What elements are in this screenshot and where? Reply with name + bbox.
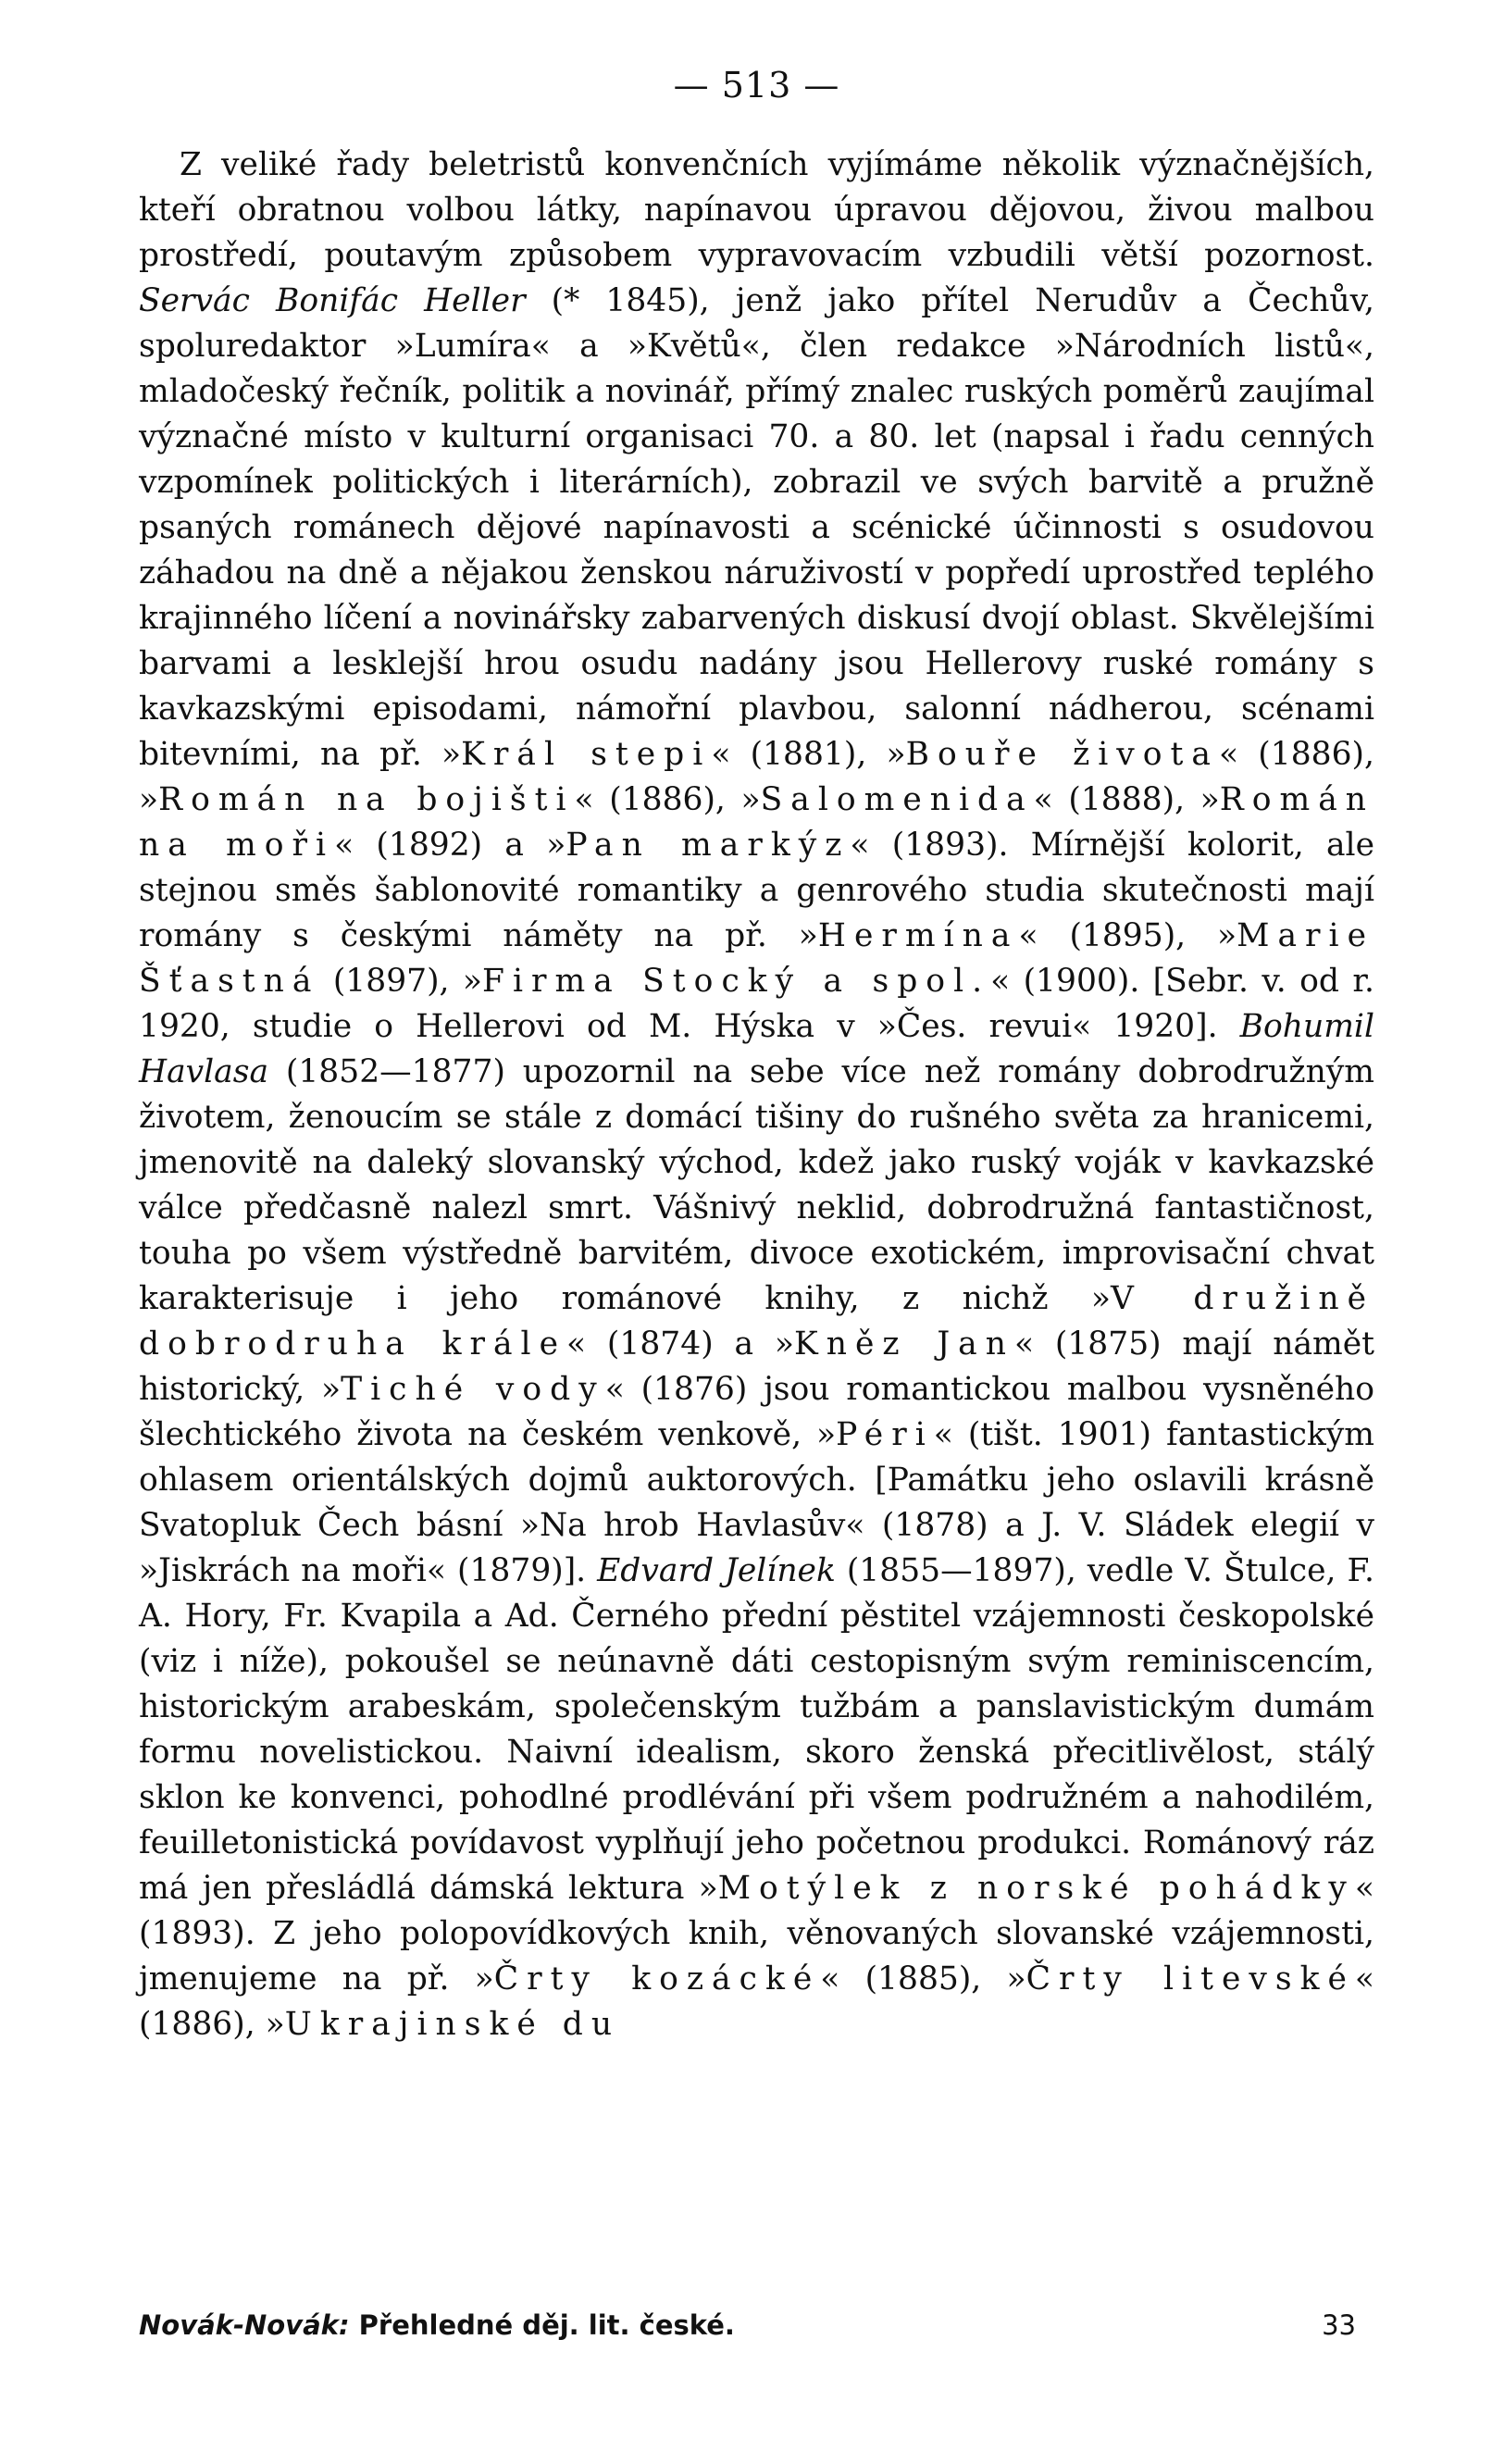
work-title: Ukrajinské du bbox=[284, 2006, 621, 2043]
work-title: Tiché vody bbox=[341, 1371, 605, 1408]
text-run: (* 1845), jenž jako přítel Nerudův a Čechův, spoluredaktor »Lumíra« a »Květů«, člen redakce »Národních listů«, mladočeský řečník, politik a novinář, přímý znalec ruských poměrů zaujímal význačné místo v kulturní organisaci 70. a 80. let (napsal i řadu cenných vzpomínek politických i literárních), zobrazil ve svých barvitě a pružně psaných románech dějové napínavosti a scénické účinnosti s osudovou záhadou na dně a nějakou ženskou náruživostí v popředí uprostřed teplého krajinného líčení a novinářsky zabarvených diskusí dvojí oblast. Skvělejšími barvami a lesklejší hrou osudu nadány jsou Hellerovy ruské romány s kavkazskými episodami, námořní plavbou, salonní nádherou, scénami bitevními, na př. » bbox=[139, 282, 1375, 773]
text-run: « (1874) a » bbox=[566, 1325, 794, 1363]
work-title: Hermína bbox=[817, 917, 1019, 954]
footer-citation bbox=[139, 2309, 735, 2341]
text-run: « (1893). Z jeho polopovídkových knih, věnovaných slovanské vzájemnosti, jmenujeme na př. » bbox=[139, 1870, 1374, 1997]
work-title: Román na moři bbox=[139, 781, 1374, 864]
footer-author: Novák-Novák: bbox=[139, 2309, 350, 2341]
page-footer bbox=[139, 2309, 1356, 2341]
work-title: Črty litevské bbox=[1025, 1960, 1355, 1997]
footer-book-title: Přehledné děj. lit. české. bbox=[358, 2309, 735, 2341]
text-run: (1897), » bbox=[319, 963, 483, 1000]
text-run: Z veliké řady beletristů konvenčních vyjímáme několik význačnějších, kteří obratnou volbou látky, napínavou úpravou dějovou, živou malbou prostředí, poutavým způsobem vypravovacím vzbudili větší pozornost. bbox=[139, 146, 1374, 274]
work-title: Pan markýz bbox=[566, 827, 851, 864]
author-name: Bohumil Havlasa bbox=[139, 1008, 1374, 1090]
text-run: (1852—1877) upozornil na sebe více než romány dobrodružným životem, ženoucím se stále z domácí tišiny do rušného světa za hranicemi, jmenovitě na daleký slovanský východ, kdež jako ruský voják v kavkazské válce předčasně nalezl smrt. Vášnivý neklid, dobrodružná fantastičnost, touha po všem výstředně barvitém, divoce exotickém, improvisační chvat karakterisuje i jeho románové knihy, z nichž » bbox=[139, 1053, 1374, 1317]
text-run: « (1881), » bbox=[711, 736, 906, 773]
text-run: « (1885), » bbox=[820, 1960, 1026, 1997]
body-paragraph bbox=[139, 143, 1374, 2047]
work-title: Bouře života bbox=[905, 736, 1219, 773]
footer-sheet-number: 33 bbox=[1322, 2309, 1356, 2341]
work-title: Firma Stocký a spol. bbox=[482, 963, 991, 1000]
text-run: « (1875) mají námět historický, » bbox=[139, 1325, 1375, 1408]
work-title: Kněz Jan bbox=[793, 1325, 1014, 1363]
author-name: Servác Bonifác Heller bbox=[139, 282, 526, 319]
text-run: « (1886), » bbox=[574, 781, 761, 818]
work-title: Motýlek z norské pohádky bbox=[717, 1870, 1355, 1907]
text-run: « (1888), » bbox=[1033, 781, 1220, 818]
work-title: Román na bojišti bbox=[158, 781, 575, 818]
text-run: (1855—1897), vedle V. Štulce, F. A. Hory, Fr. Kvapila a Ad. Černého přední pěstitel vzájemnosti českopolské (viz i níže), pokoušel se neúnavně dáti cestopisným svým reminiscencím, historickým arabeskám, společenským tužbám a panslavistickým dumám formu novelistickou. Naivní idealism, skoro ženská přecitlivělost, stálý sklon ke konvenci, pohodlné prodlévání při všem podružném a nahodilém, feuilletonistická povídavost vyplňují jeho početnou produkci. Románový ráz má jen přesládlá dámská lektura » bbox=[139, 1552, 1374, 1907]
work-title: Marie Šťastná bbox=[139, 917, 1374, 1000]
page-number: — 513 — bbox=[673, 65, 840, 106]
work-title: V družině dobrodruha krále bbox=[139, 1280, 1374, 1363]
work-title: Král stepi bbox=[461, 736, 712, 773]
work-title: Salomenida bbox=[760, 781, 1034, 818]
text-run: « (1900). [Sebr. v. od r. 1920, studie o Hellerovi od M. Hýska v »Čes. revui« 1920]. bbox=[139, 963, 1375, 1045]
book-page bbox=[139, 56, 1374, 2425]
text-run: « (1892) a » bbox=[334, 827, 566, 864]
text-run: « (1893). Mírnější kolorit, ale stejnou směs šablonovité romantiky a genrového studia skutečnosti mají romány s českými náměty na př. » bbox=[139, 827, 1375, 954]
work-title: Črty kozácké bbox=[493, 1960, 821, 1997]
text-run: « (1886), » bbox=[139, 1960, 1375, 2043]
text-run: « (1895), » bbox=[1018, 917, 1237, 954]
work-title: Péri bbox=[836, 1416, 934, 1453]
text-run: « (1886), » bbox=[139, 736, 1374, 818]
text-run: « (1876) jsou romantickou malbou vysněného šlechtického života na českém venkově, » bbox=[139, 1371, 1374, 1453]
text-run: « (tišt. 1901) fantastickým ohlasem orientálských dojmů auktorových. [Památku jeho oslavili krásně Svatopluk Čech básní »Na hrob Havlasův« (1878) a J. V. Sládek elegií v »Jiskrách na moři« (1879)]. bbox=[139, 1416, 1374, 1589]
author-name: Edvard Jelínek bbox=[597, 1552, 836, 1589]
